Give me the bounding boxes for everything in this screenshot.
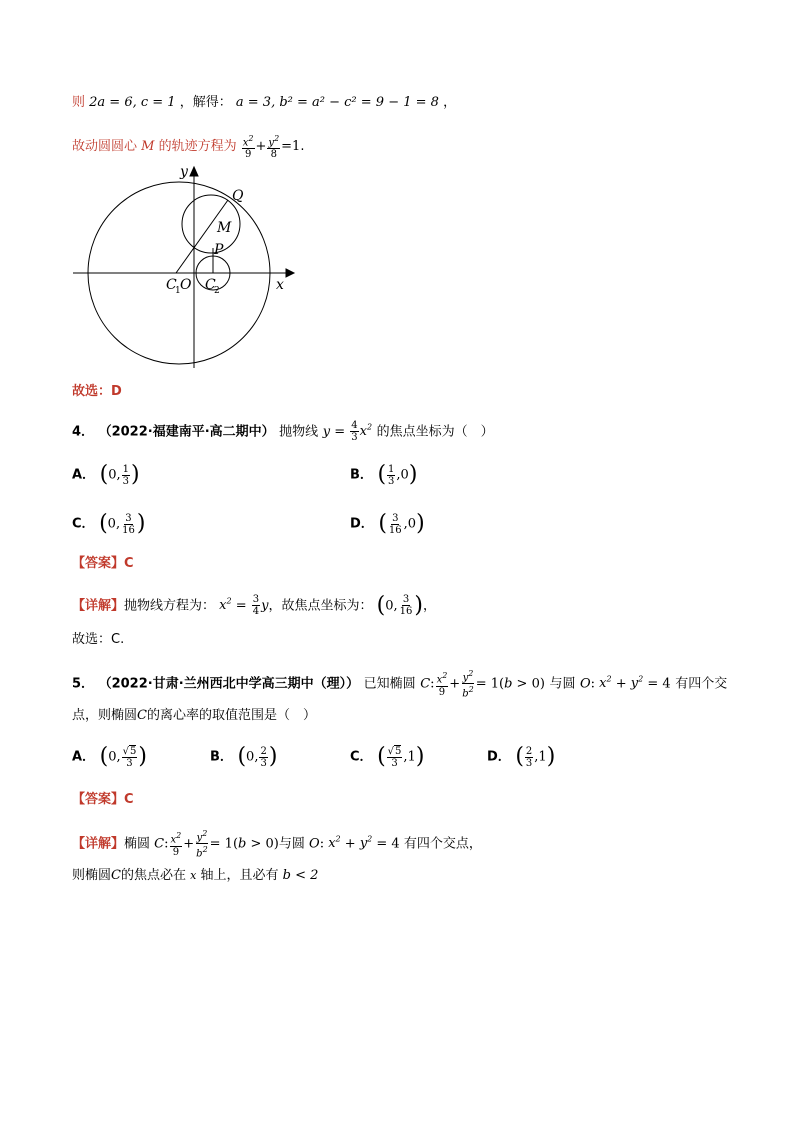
label-m: M <box>217 220 232 236</box>
q4-option-b[interactable]: B． ( $\frac{1}{3}$ ,0) <box>350 462 418 487</box>
q5-option-c[interactable]: C． ( $\frac{√5}{3}$ ,1) <box>350 744 425 769</box>
q4-stem: 4． （2022·福建南平·高二期中） 抛物线 y = $\frac{4}{3}$ $x^2$ 的焦点坐标为（ ） <box>72 420 494 444</box>
q5-option-d[interactable]: D． ( $\frac{2}{3}$ ,1) <box>487 744 556 769</box>
q4-option-a[interactable]: A． (0, $\frac{1}{3}$ ) <box>72 462 140 487</box>
label-q: Q <box>232 188 244 204</box>
label-c2: C <box>205 277 216 293</box>
q5-answer: 【答案】C <box>72 792 134 807</box>
prev-answer-line: 故选：D <box>72 384 122 399</box>
q5-stem-line2: 点，则椭圆C的离心率的取值范围是（ ） <box>72 708 316 723</box>
solution-line-1: 则 2a = 6, c = 1 ，解得： a = 3, b² = a² − c² = 9 − 1 = 8 ， <box>72 95 457 110</box>
label-c1: C <box>166 277 177 293</box>
label-c1-sub: 1 <box>175 286 181 296</box>
label-x: x <box>276 277 284 293</box>
label-p: P <box>214 242 224 258</box>
geometry-figure <box>68 162 298 374</box>
solution-line-2: 故动圆圆心 M 的轨迹方程为 $\frac{x^2}{9}$ + $\frac{y^2}{8}$ =1. <box>72 134 305 161</box>
label-o: O <box>180 277 192 293</box>
segment-c1-q <box>176 200 228 273</box>
q4-option-c[interactable]: C． (0, $\frac{3}{16}$ ) <box>72 511 146 536</box>
q5-option-a[interactable]: A． (0, $\frac{√5}{3}$ ) <box>72 744 147 769</box>
q4-answer: 【答案】C <box>72 556 134 571</box>
label-y: y <box>180 164 188 180</box>
q4-option-d[interactable]: D． ( $\frac{3}{16}$ ,0) <box>350 511 425 536</box>
q4-conclusion: 故选：C. <box>72 632 125 647</box>
y-axis-arrow <box>190 167 198 176</box>
q4-detail: 【详解】抛物线方程为： $x^2$ = $\frac{3}{4}$ y，故焦点坐标为： (0, $\frac{3}{16}$ )， <box>72 592 437 618</box>
q5-option-b[interactable]: B． (0, $\frac{2}{3}$ ) <box>210 744 278 769</box>
q5-last-line: 则椭圆C的焦点必在 x 轴上，且必有 b < 2 <box>72 868 319 883</box>
q5-detail: 【详解】椭圆 C: $\frac{x^2}{9}$ + $\frac{y^2}{b^2}$ = 1(b > 0)与圆 O: $x^2 + y^2 = 4$ 有四个交点， <box>72 829 482 860</box>
q5-stem-line1: 5． （2022·甘肃·兰州西北中学高三期中（理）） 已知椭圆 C: $\frac{x^2}{9}$ + $\frac{y^2}{b^2}$ = 1(b > 0) 与圆 O: $x^2 + y^2 = 4$ 有四个交 <box>72 669 728 700</box>
label-c2-sub: 2 <box>214 286 220 296</box>
x-axis-arrow <box>286 269 294 277</box>
